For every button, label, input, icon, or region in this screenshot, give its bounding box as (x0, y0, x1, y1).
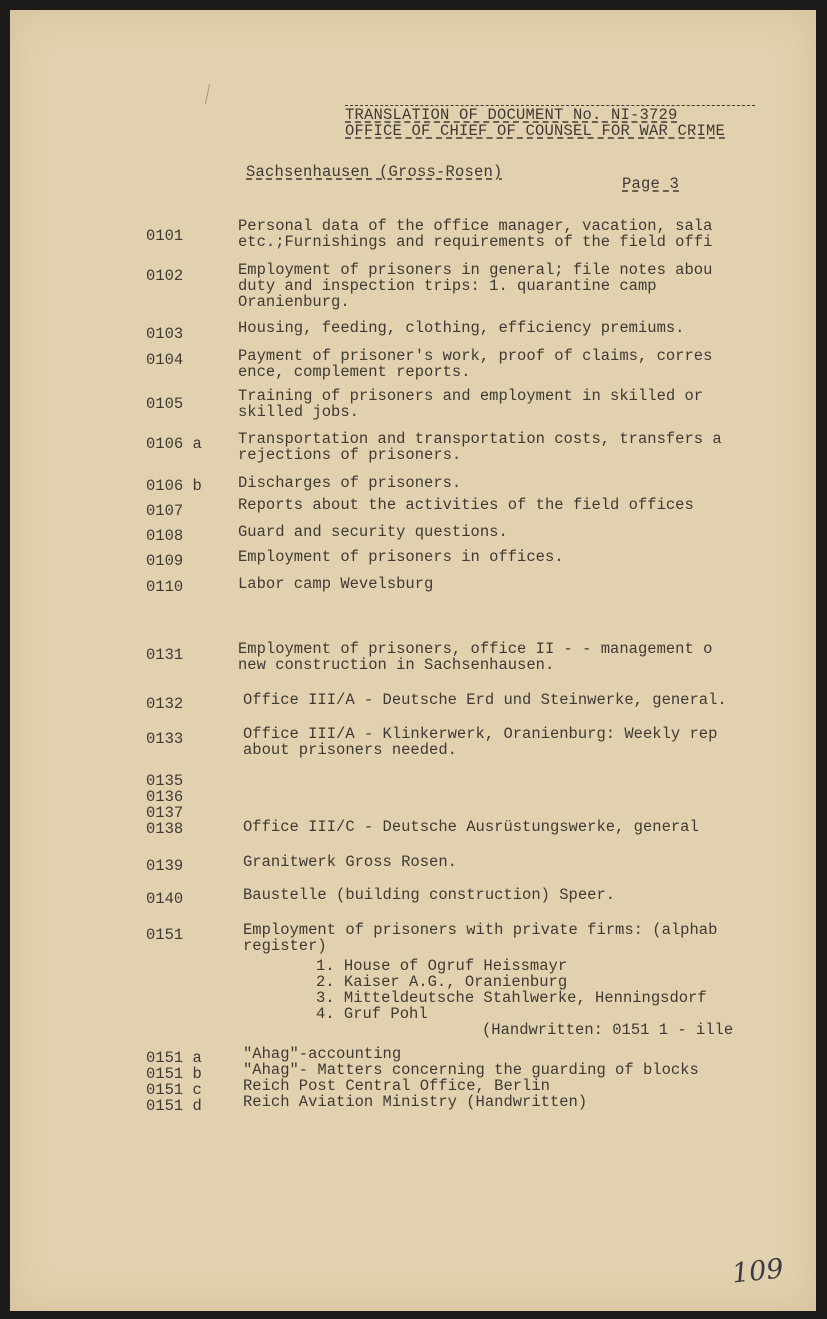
entry-line: Employment of prisoners, office II - - management o (238, 641, 713, 657)
sub-entry-code: 0151 a (146, 1049, 202, 1067)
entry-line: Discharges of prisoners. (238, 475, 462, 491)
document-title: TRANSLATION OF DOCUMENT No. NI-3729 (345, 106, 678, 124)
entry-line: Employment of prisoners in general; file notes abou (238, 262, 713, 278)
entry-line: Reports about the activities of the field offices (238, 497, 694, 513)
entry-code: 0103 (146, 325, 184, 343)
entry-code: 0136 (146, 788, 184, 806)
paper-scratch (205, 84, 210, 104)
entry-code: 0138 (146, 820, 184, 838)
sub-entry-code: 0151 c (146, 1081, 202, 1099)
entry-code: 0135 (146, 772, 184, 790)
sub-entry-code: 0151 d (146, 1097, 202, 1115)
entry-line: ence, complement reports. (238, 364, 471, 380)
entry-code: 0105 (146, 395, 184, 413)
entry-line: Office III/A - Deutsche Erd und Steinwerke, general. (243, 692, 727, 708)
entry-line: about prisoners needed. (243, 742, 457, 758)
entry-code: 0108 (146, 527, 184, 545)
sub-entry-text: Reich Post Central Office, Berlin (243, 1078, 550, 1094)
firm-item: 1. House of Ogruf Heissmayr (316, 957, 568, 975)
entry-line: Granitwerk Gross Rosen. (243, 854, 457, 870)
entry-line: Office III/C - Deutsche Ausrüstungswerke, general (243, 819, 699, 835)
entry-line: rejections of prisoners. (238, 447, 462, 463)
entry-line: duty and inspection trips: 1. quarantine camp (238, 278, 657, 294)
entry-code: 0137 (146, 804, 184, 822)
entry-code: 0106 b (146, 477, 202, 495)
camp-subtitle: Sachsenhausen (Gross-Rosen) (246, 163, 503, 181)
entry-code: 0109 (146, 552, 184, 570)
entry-line: Housing, feeding, clothing, efficiency premiums. (238, 320, 685, 336)
entry-line: Guard and security questions. (238, 524, 508, 540)
firm-item: 3. Mitteldeutsche Stahlwerke, Henningsdorf (316, 989, 707, 1007)
entry-line: Employment of prisoners with private firms: (alphab (243, 922, 718, 938)
entry-code: 0133 (146, 730, 184, 748)
entry-code: 0151 (146, 926, 184, 944)
entry-line: register) (243, 938, 327, 954)
sub-entry-text: "Ahag"-accounting (243, 1046, 402, 1062)
sub-entry-code: 0151 b (146, 1065, 202, 1083)
entry-line: Oranienburg. (238, 294, 350, 310)
sub-entry-text: "Ahag"- Matters concerning the guarding of blocks (243, 1062, 699, 1078)
sub-entry-text: Reich Aviation Ministry (Handwritten) (243, 1094, 588, 1110)
entry-line: skilled jobs. (238, 404, 359, 420)
entry-line: Office III/A - Klinkerwerk, Oranienburg: Weekly rep (243, 726, 718, 742)
entry-line: Baustelle (building construction) Speer. (243, 887, 616, 903)
entry-code: 0102 (146, 267, 184, 285)
entry-line: Labor camp Wevelsburg (238, 576, 434, 592)
entry-code: 0140 (146, 890, 184, 908)
entry-code: 0101 (146, 227, 184, 245)
entry-line: Transportation and transportation costs, transfers a (238, 431, 722, 447)
entry-code: 0104 (146, 351, 184, 369)
entry-line: Payment of prisoner's work, proof of claims, corres (238, 348, 713, 364)
entry-line: Employment of prisoners in offices. (238, 549, 564, 565)
entry-line: new construction in Sachsenhausen. (238, 657, 555, 673)
entry-code: 0107 (146, 502, 184, 520)
entry-code: 0131 (146, 646, 184, 664)
entry-line: Personal data of the office manager, vacation, sala (238, 218, 713, 234)
page-label: Page 3 (622, 175, 680, 193)
entry-code: 0106 a (146, 435, 202, 453)
handwritten-note: (Handwritten: 0151 1 - ille (482, 1022, 734, 1038)
entry-code: 0132 (146, 695, 184, 713)
firm-item: 2. Kaiser A.G., Oranienburg (316, 973, 568, 991)
document-page (10, 10, 816, 1311)
firm-item: 4. Gruf Pohl (316, 1005, 428, 1023)
entry-code: 0139 (146, 857, 184, 875)
handwritten-page-number: 109 (730, 1253, 786, 1290)
entry-line: Training of prisoners and employment in skilled or (238, 388, 704, 404)
entry-code: 0110 (146, 578, 184, 596)
office-title: OFFICE OF CHIEF OF COUNSEL FOR WAR CRIME (345, 122, 726, 140)
entry-line: etc.;Furnishings and requirements of the field offi (238, 234, 713, 250)
